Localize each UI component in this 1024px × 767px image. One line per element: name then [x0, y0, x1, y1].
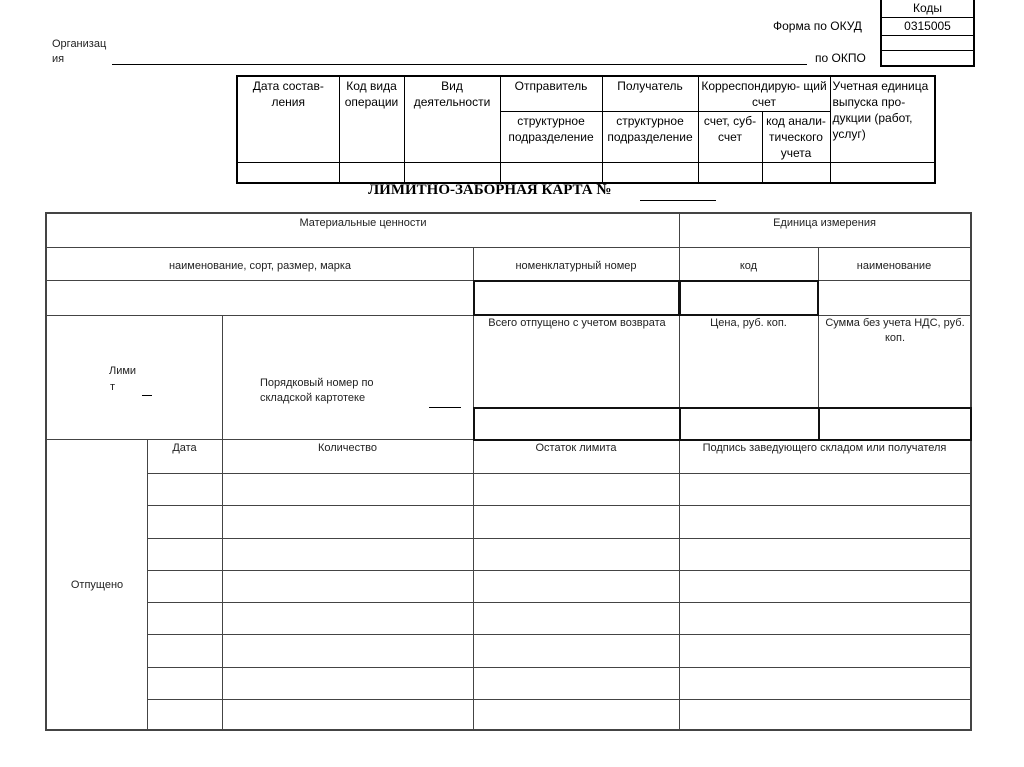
nomenclature-field[interactable] — [473, 280, 680, 316]
org-label-line2: ия — [52, 53, 65, 65]
codes-header: Коды — [882, 0, 973, 18]
field-sender[interactable] — [500, 163, 602, 183]
field-date[interactable] — [237, 163, 339, 183]
field-corr-acc[interactable] — [698, 163, 762, 183]
organization-field[interactable] — [112, 64, 807, 65]
hdr-receiver-sub: структурное подразделение — [602, 112, 698, 163]
name-col-header: наименование, сорт, размер, марка — [168, 260, 352, 272]
field-receiver[interactable] — [602, 163, 698, 183]
unit-code-field[interactable] — [679, 280, 819, 316]
unit-measure-header: Единица измерения — [773, 217, 876, 229]
hdr-corr: Корреспондирую- щий счет — [698, 76, 830, 112]
hdr-corr-acc: счет, суб- счет — [698, 112, 762, 163]
field-op-code[interactable] — [339, 163, 404, 183]
limit-field[interactable] — [142, 395, 152, 396]
card-no-label — [225, 376, 425, 406]
total-released-header: Всего отпущено с учетом возврата — [488, 317, 666, 329]
unit-code-header: код — [739, 260, 758, 272]
card-number-field[interactable] — [640, 200, 716, 201]
okpo-code-field[interactable] — [882, 35, 973, 51]
nomenclature-header: номенклатурный номер — [515, 260, 637, 272]
released-label: Отпущено — [70, 579, 124, 591]
signature-col-header: Подпись заведующего складом или получателя — [702, 442, 947, 454]
price-header: Цена, руб. коп. — [710, 317, 787, 329]
limit-rest-col-header: Остаток лимита — [535, 442, 617, 454]
header-table — [236, 75, 936, 184]
hdr-corr-code: код анали- тического учета — [762, 112, 830, 163]
hdr-date: Дата состав- ления — [237, 76, 339, 163]
materials-header: Материальные ценности — [299, 217, 427, 229]
hdr-sender: Отправитель — [500, 76, 602, 112]
codes-box — [880, 0, 975, 67]
field-unit[interactable] — [830, 163, 935, 183]
unit-name-header: наименование — [856, 260, 932, 272]
org-label-line1: Организац — [52, 38, 107, 50]
quantity-col-header: Количество — [317, 442, 378, 454]
date-col-header: Дата — [172, 442, 197, 454]
sum-no-vat-header: Сумма без учета НДС, руб. коп. — [825, 317, 965, 344]
totals-row-field[interactable] — [473, 407, 972, 441]
limit-label-line1: Лими — [109, 365, 137, 377]
okud-label: Форма по ОКУД — [773, 19, 862, 33]
field-activity[interactable] — [404, 163, 500, 183]
hdr-op-code: Код вида операции — [339, 76, 404, 163]
form-title: ЛИМИТНО-ЗАБОРНАЯ КАРТА № — [368, 182, 612, 198]
hdr-sender-sub: структурное подразделение — [500, 112, 602, 163]
hdr-unit: Учетная единица выпуска про- дукции (работ, услуг) — [830, 76, 935, 163]
okpo-label: по ОКПО — [815, 51, 866, 65]
main-grid — [45, 212, 972, 731]
card-no-label-text: Порядковый номер по складской картотеке — [260, 377, 374, 404]
hdr-receiver: Получатель — [602, 76, 698, 112]
hdr-activity: Вид деятельности — [404, 76, 500, 163]
field-corr-code[interactable] — [762, 163, 830, 183]
card-no-field[interactable] — [429, 407, 461, 408]
limit-label-line2: т — [110, 381, 116, 393]
okud-code-field[interactable]: 0315005 — [882, 17, 973, 36]
